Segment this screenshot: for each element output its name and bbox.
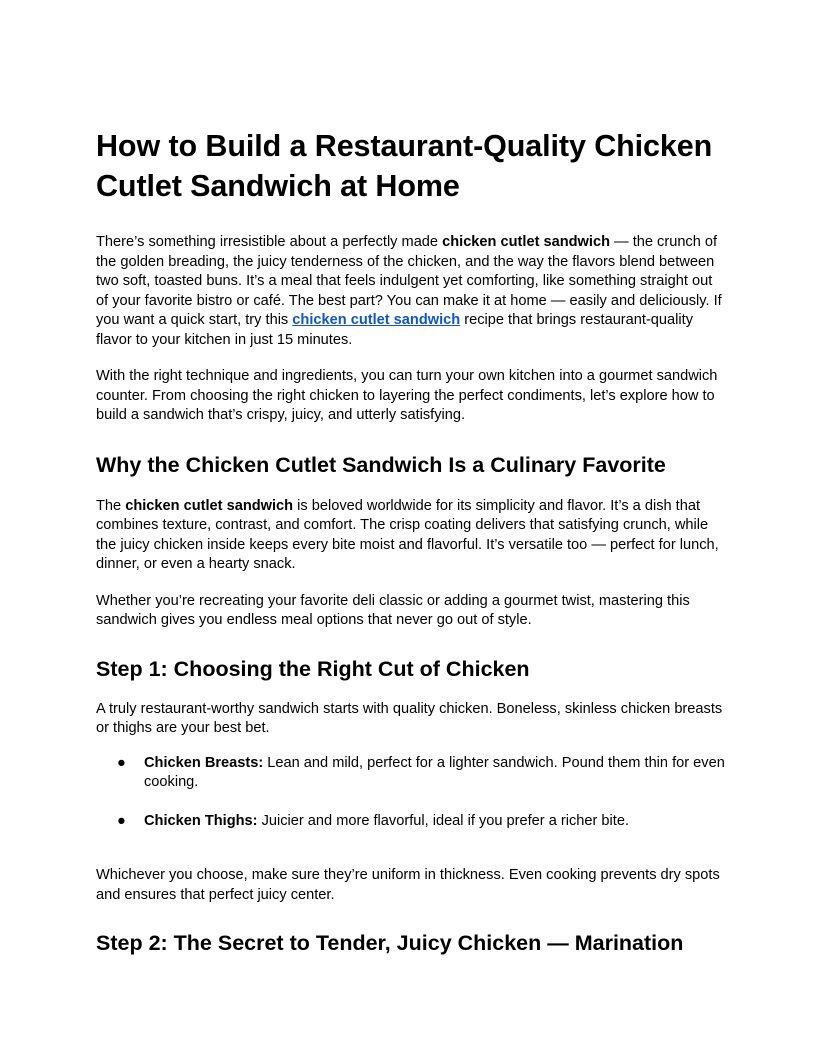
favorite-text-a: The <box>96 497 126 514</box>
step1-paragraph-2: Whichever you choose, make sure they’re uniform in thickness. Even cooking prevents dry spots and ensures that perfect juicy center. <box>96 867 720 903</box>
list-item-text: Lean and mild, perfect for a lighter sandwich. Pound them thin for even cooking. <box>144 754 725 790</box>
intro-paragraph-1 <box>96 233 726 350</box>
intro-text-a: There’s something irresistible about a perfectly made <box>96 234 443 250</box>
list-item-chicken-breasts <box>96 754 726 793</box>
intro-bold-term: chicken cutlet sandwich <box>442 234 610 250</box>
list-item-label: Chicken Breasts: <box>144 754 264 771</box>
chicken-cut-list <box>96 754 726 832</box>
section-heading-step-1: Step 1: Choosing the Right Cut of Chicken <box>96 656 530 681</box>
favorite-paragraph-2: Whether you’re recreating your favorite deli classic or adding a gourmet twist, mastering this sandwich gives you endless meal options that never go out of style. <box>96 592 690 628</box>
step1-paragraph-1: A truly restaurant-worthy sandwich starts with quality chicken. Boneless, skinless chicken breasts or thighs are your best bet. <box>96 700 723 736</box>
section-heading-why-favorite: Why the Chicken Cutlet Sandwich Is a Culinary Favorite <box>96 452 666 477</box>
intro-text-b: — the crunch of the golden breading, the juicy tenderness of the chicken, and the way the flavors blend between two soft, toasted buns. It’s a meal that feels indulgent yet comforting, like something straight out of your favorite bistro or café. The best part? You can make it at home — easily and deliciously. If you want a quick start, try this <box>96 234 722 328</box>
favorite-text-b: is beloved worldwide for its simplicity and flavor. It’s a dish that combines texture, contrast, and comfort. The crisp coating delivers that satisfying crunch, while the juicy chicken inside keeps every bite moist and flavorful. It’s versatile too — perfect for lunch, dinner, or even a hearty snack. <box>96 497 719 572</box>
bullet-icon: ● <box>117 812 126 829</box>
list-item-chicken-thighs <box>96 812 726 832</box>
document-page <box>96 126 726 957</box>
favorite-bold-term: chicken cutlet sandwich <box>125 497 294 514</box>
chicken-cutlet-sandwich-link[interactable]: chicken cutlet sandwich <box>292 312 461 328</box>
list-item-text: Juicier and more flavorful, ideal if you prefer a richer bite. <box>257 812 630 829</box>
bullet-icon: ● <box>117 754 126 771</box>
page-title: How to Build a Restaurant-Quality Chicken Cutlet Sandwich at Home <box>96 129 713 203</box>
intro-paragraph-2: With the right technique and ingredients, you can turn your own kitchen into a gourmet sandwich counter. From choosing the right chicken to layering the perfect condiments, let’s explore how to build a sandwich that’s crispy, juicy, and utterly satisfying. <box>96 368 718 423</box>
favorite-paragraph-1 <box>96 497 726 575</box>
section-heading-step-2: Step 2: The Secret to Tender, Juicy Chicken — Marination <box>96 931 684 955</box>
intro-text-c: recipe that brings restaurant-quality flavor to your kitchen in just 15 minutes. <box>96 312 693 348</box>
list-item-label: Chicken Thighs: <box>144 812 258 829</box>
